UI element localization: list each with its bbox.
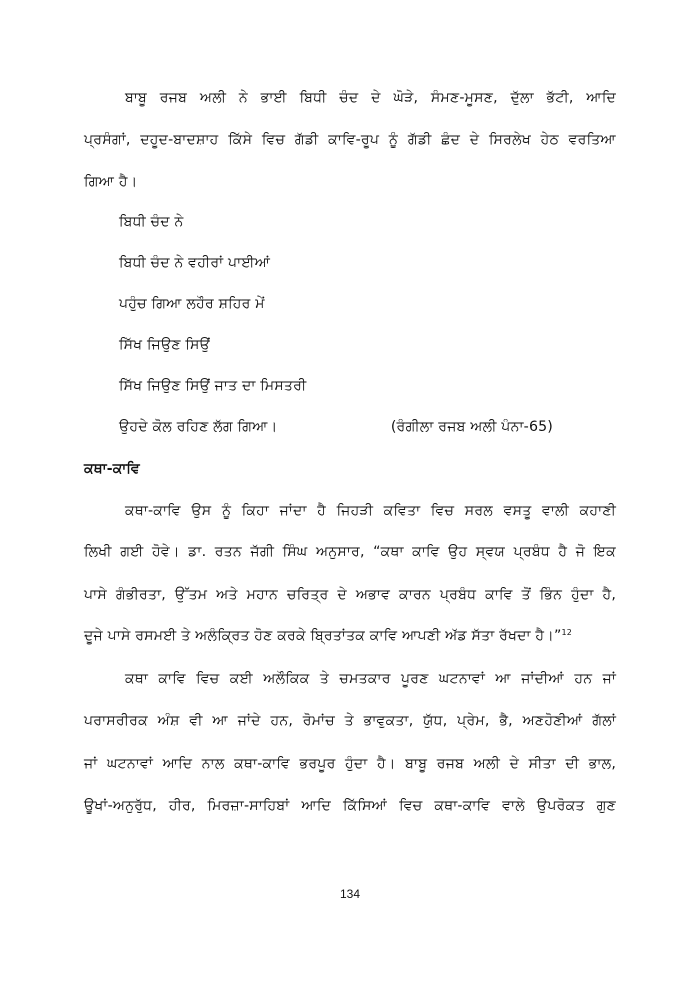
verse-line-5: ਸਿੱਖ ਜਿਉਣ ਸਿਉਂ ਜਾਤ ਦਾ ਮਿਸਤਰੀ xyxy=(119,378,307,394)
paragraph-3-line-4: ਊਖਾਂ-ਅਨੁਰੁੱਧ, ਹੀਰ, ਮਿਰਜ਼ਾ-ਸਾਹਿਬਾਂ ਆਦਿ ਕਿੱਸਿਆਂ ਵਿਚ ਕਥਾ-ਕਾਵਿ ਵਾਲੇ ਉਪਰੋਕਤ ਗੁਣ xyxy=(84,798,616,814)
page-number: 134 xyxy=(339,887,361,901)
paragraph-2-line-2: ਲਿਖੀ ਗਈ ਹੋਵੇ। ਡਾ. ਰਤਨ ਜੱਗੀ ਸਿੰਘ ਅਨੁਸਾਰ, “ਕਥਾ ਕਾਵਿ ਉਹ ਸ੍ਵਯ ਪ੍ਰਬੰਧ ਹੈ ਜੋ ਇਕ xyxy=(84,544,616,560)
footnote-reference[interactable]: 12 xyxy=(561,628,572,637)
paragraph-3-line-2: ਪਰਾਸਰੀਰਕ ਅੰਸ਼ ਵੀ ਆ ਜਾਂਦੇ ਹਨ, ਰੋਮਾਂਚ ਤੇ ਭਾਵੁਕਤਾ, ਯੁੱਧ, ਪ੍ਰੇਮ, ਭੈ, ਅਣਹੋਣੀਆਂ ਗੱਲਾਂ xyxy=(84,713,616,729)
verse-line-1: ਬਿਧੀ ਚੰਦ ਨੇ xyxy=(119,214,184,230)
section-heading: ਕਥਾ-ਕਾਵਿ xyxy=(84,461,140,477)
paragraph-3-line-3: ਜਾਂ ਘਟਨਾਵਾਂ ਆਦਿ ਨਾਲ ਕਥਾ-ਕਾਵਿ ਭਰਪੂਰ ਹੁੰਦਾ ਹੈ। ਬਾਬੂ ਰਜਬ ਅਲੀ ਦੇ ਸੀਤਾ ਦੀ ਭਾਲ, xyxy=(84,756,616,772)
verse-line-6-text: ਉਹਦੇ ਕੋਲ ਰਹਿਣ ਲੱਗ ਗਿਆ। xyxy=(119,419,278,435)
paragraph-2-line-1: ਕਥਾ-ਕਾਵਿ ਉਸ ਨੂੰ ਕਿਹਾ ਜਾਂਦਾ ਹੈ ਜਿਹੜੀ ਕਵਿਤਾ ਵਿਚ ਸਰਲ ਵਸਤੂ ਵਾਲੀ ਕਹਾਣੀ xyxy=(125,503,616,519)
paragraph-2-line-4 xyxy=(84,626,616,646)
paragraph-2-line-4-text: ਦੂਜੇ ਪਾਸੇ ਰਸਮਈ ਤੇ ਅਲੰਕ੍ਰਿਤ ਹੋਣ ਕਰਕੇ ਬ੍ਰਿਤਾਂਤਕ ਕਾਵਿ ਆਪਣੀ ਅੱਡ ਸੱਤਾ ਰੱਖਦਾ ਹੈ।” xyxy=(84,628,562,644)
verse-line-3: ਪਹੁੰਚ ਗਿਆ ਲਹੌਰ ਸ਼ਹਿਰ ਮੇਂ xyxy=(119,296,265,312)
paragraph-3-line-1: ਕਥਾ ਕਾਵਿ ਵਿਚ ਕਈ ਅਲੌਕਿਕ ਤੇ ਚਮਤਕਾਰ ਪੂਰਣ ਘਟਨਾਵਾਂ ਆ ਜਾਂਦੀਆਂ ਹਨ ਜਾਂ xyxy=(125,671,616,687)
paragraph-1-line-3: ਗਿਆ ਹੈ। xyxy=(84,174,138,190)
verse-line-2: ਬਿਧੀ ਚੰਦ ਨੇ ਵਹੀਰਾਂ ਪਾਈਆਂ xyxy=(119,255,271,271)
verse-line-6 xyxy=(119,417,553,437)
paragraph-1-line-1: ਬਾਬੂ ਰਜਬ ਅਲੀ ਨੇ ਭਾਈ ਬਿਧੀ ਚੰਦ ਦੇ ਘੋੜੇ, ਸੰਮਣ-ਮੂਸਣ, ਦੁੱਲਾ ਭੱਟੀ, ਆਦਿ xyxy=(125,90,616,106)
verse-citation: (ਰੰਗੀਲਾ ਰਜਬ ਅਲੀ ਪੰਨਾ-65) xyxy=(390,419,553,435)
paragraph-2-line-3: ਪਾਸੇ ਗੰਭੀਰਤਾ, ਉੱਤਮ ਅਤੇ ਮਹਾਨ ਚਰਿਤ੍ਰ ਦੇ ਅਭਾਵ ਕਾਰਨ ਪ੍ਰਬੰਧ ਕਾਵਿ ਤੋਂ ਭਿੰਨ ਹੁੰਦਾ ਹੈ, xyxy=(84,587,616,603)
paragraph-1-line-2: ਪ੍ਰਸੰਗਾਂ, ਦਹੂਦ-ਬਾਦਸ਼ਾਹ ਕਿੱਸੇ ਵਿਚ ਗੱਡੀ ਕਾਵਿ-ਰੂਪ ਨੂੰ ਗੱਡੀ ਛੰਦ ਦੇ ਸਿਰਲੇਖ ਹੇਠ ਵਰਤਿਆ xyxy=(84,132,616,148)
verse-line-4: ਸਿੱਖ ਜਿਉਣ ਸਿਉਂ xyxy=(119,337,210,353)
